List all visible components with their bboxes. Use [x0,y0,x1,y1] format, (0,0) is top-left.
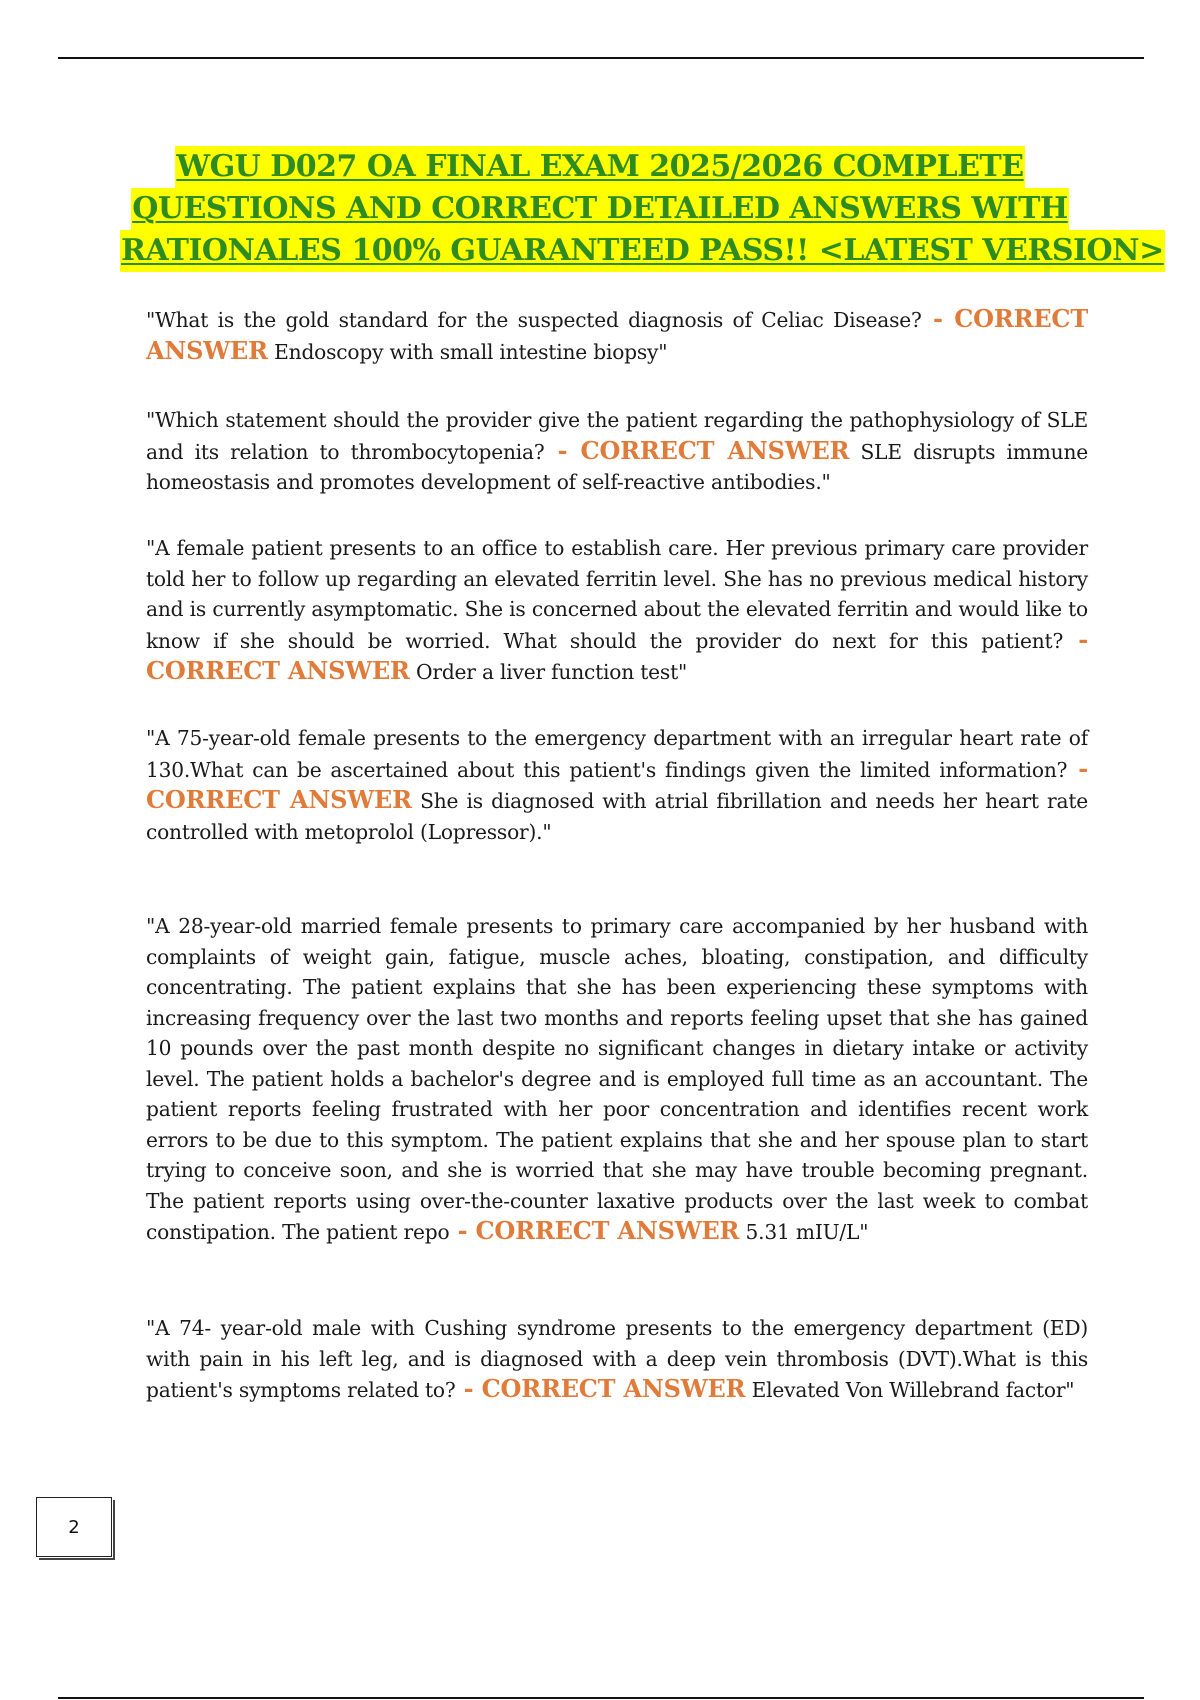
page-number: 2 [36,1497,112,1557]
answer-separator: - [1063,624,1089,654]
bottom-rule [58,1697,1144,1699]
answer-separator: - [455,1374,482,1403]
qa-item-1 [146,304,1088,367]
qa-item-3 [146,533,1088,688]
answer-separator: - [1067,753,1088,783]
correct-answer-label: CORRECT ANSWER [146,304,1088,365]
answer-text: Endoscopy with small intestine biopsy" [274,339,668,364]
question-text: "What is the gold standard for the suspected diagnosis of Celiac Disease? [146,308,922,332]
correct-answer-label: CORRECT ANSWER [481,1374,746,1403]
qa-item-6 [146,1313,1088,1406]
answer-text: She is diagnosed with atrial fibrillation and needs her heart rate controlled with metoprolol (Lopressor)." [146,789,1089,844]
correct-answer-label: CORRECT ANSWER [146,785,412,814]
correct-answer-label: CORRECT ANSWER [475,1216,740,1245]
answer-text: Elevated Von Willebrand factor" [751,1378,1075,1402]
qa-item-4 [146,723,1088,847]
title-line-2: QUESTIONS AND CORRECT DETAILED ANSWERS WITH [131,188,1069,230]
document-title [120,146,1164,272]
title-line-1: WGU D027 OA FINAL EXAM 2025/2026 COMPLETE [175,146,1024,188]
qa-item-5 [146,911,1088,1248]
answer-text: Order a liver function test" [416,660,688,684]
answer-separator: - [544,435,581,465]
answer-text: 5.31 mIU/L" [745,1220,869,1244]
answer-separator: - [449,1216,476,1245]
question-text: "A 75-year-old female presents to the emergency department with an irregular heart rate of 130.What can be ascertained about this patient's findings given the limited information? [146,726,1088,782]
top-rule [58,57,1144,59]
question-text: "Which statement should the provider give the patient regarding the pathophysiology of SLE and its relation to thrombocytopenia? [146,408,1088,464]
correct-answer-label: CORRECT ANSWER [146,656,410,685]
title-line-3: RATIONALES 100% GUARANTEED PASS!! <LATEST VERSION> [120,230,1165,272]
question-text: "A female patient presents to an office to establish care. Her previous primary care provider told her to follow up regarding an elevated ferritin level. She has no previous medical history and is currently asymptomatic. She is concerned about the elevated ferritin and would like to know if she should be worried. What should the provider do next for this patient? [146,536,1088,653]
answer-separator: - [921,304,955,333]
question-text: "A 74- year-old male with Cushing syndrome presents to the emergency department (ED) with pain in his left leg, and is diagnosed with a deep vein thrombosis (DVT).What is this patient's symptoms related to? [146,1316,1088,1402]
qa-item-2 [146,405,1088,498]
correct-answer-label: CORRECT ANSWER [580,435,850,465]
question-text: "A 28-year-old married female presents to primary care accompanied by her husband with complaints of weight gain, fatigue, muscle aches, bloating, constipation, and difficulty concentrating. The patient explains that she has been experiencing these symptoms with increasing frequency over the last two months and reports feeling upset that she has gained 10 pounds over the past month despite no significant changes in dietary intake or activity level. The patient holds a bachelor's degree and is employed full time as an accountant. The patient reports feeling frustrated with her poor concentration and identifies recent work errors to be due to this symptom. The patient explains that she and her spouse plan to start trying to conceive soon, and she is worried that she may have trouble becoming pregnant. The patient reports using over-the-counter laxative products over the last week to combat constipation. The patient repo [146,914,1088,1244]
answer-text: SLE disrupts immune homeostasis and promotes development of self-reactive antibodies." [146,439,1089,494]
